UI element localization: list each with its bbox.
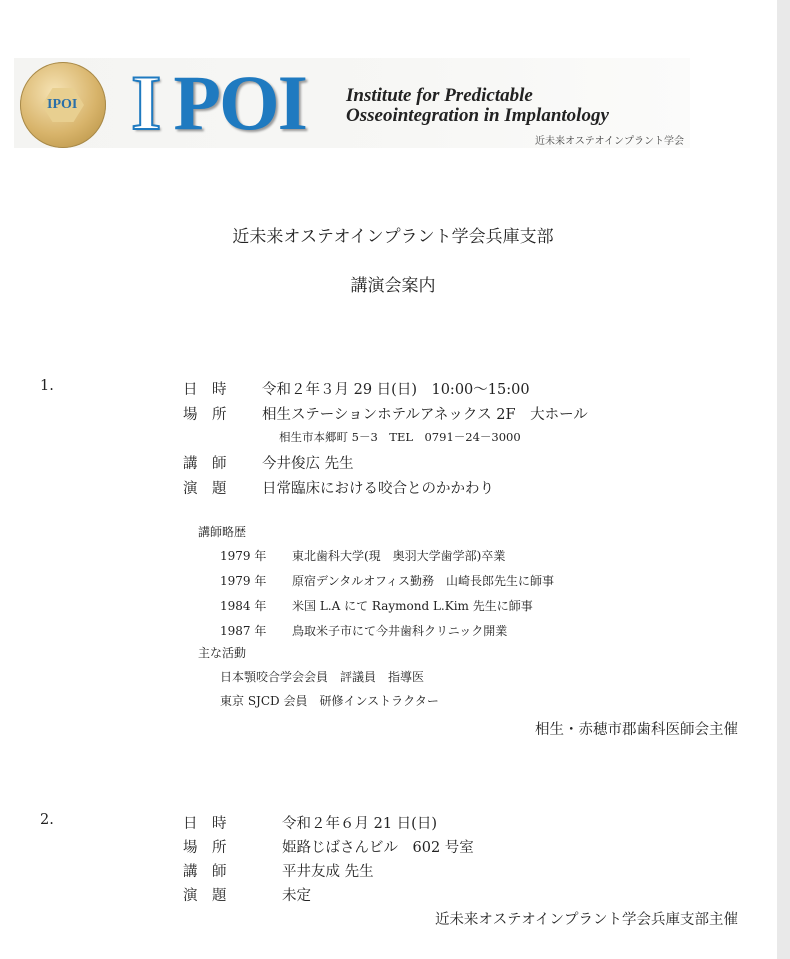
lecturer-label: 講 師 [183,456,227,472]
seal-text: IPOI [47,97,78,112]
scrollbar-track[interactable] [777,0,790,959]
date-value: 令和２年６月 21 日(日) [282,816,437,832]
date-label: 日 時 [183,382,227,398]
bio-year: 1979 年 [220,574,267,588]
lecturer-value: 平井友成 先生 [282,864,374,880]
address: 相生市本郷町 5－3 TEL 0791－24－3000 [279,430,521,444]
page-subtitle: 講演会案内 [350,276,436,296]
bio-heading: 講師略歴 [198,525,247,539]
event-number: 1. [40,378,54,394]
place-value: 相生ステーションホテルアネックス 2F 大ホール [262,407,588,423]
ipoi-seal-logo [20,62,106,148]
topic-label: 演 題 [183,888,227,904]
event-number: 2. [40,812,54,828]
bio-year: 1984 年 [220,599,267,613]
activity-item: 東京 SJCD 会員 研修インストラクター [220,694,439,708]
lecturer-value: 今井俊広 先生 [262,456,354,472]
bio-text: 東北歯科大学(現 奥羽大学歯学部)卒業 [292,549,506,563]
organizer: 相生・赤穂市郡歯科医師会主催 [535,722,738,738]
institute-name-line2: Osseointegration in Implantology [346,105,609,126]
date-label: 日 時 [183,816,227,832]
place-label: 場 所 [183,407,227,423]
lecturer-label: 講 師 [183,864,227,880]
bio-text: 米国 L.A にて Raymond L.Kim 先生に師事 [292,599,533,613]
activity-item: 日本顎咬合学会会員 評議員 指導医 [220,670,425,684]
date-value: 令和２年３月 29 日(日) 10:00～15:00 [262,382,530,398]
topic-value: 未定 [282,888,311,904]
activities-heading: 主な活動 [198,646,247,660]
bio-year: 1979 年 [220,549,267,563]
bio-text: 原宿デンタルオフィス勤務 山崎長郎先生に師事 [292,574,554,588]
page-title: 近未来オステオインプラント学会兵庫支部 [232,227,554,247]
bio-text: 鳥取米子市にて今井歯科クリニック開業 [292,624,508,638]
institute-jp-name: 近未来オステオインプラント学会 [535,136,684,147]
ipoi-wordmark: I POI [131,59,307,146]
place-label: 場 所 [183,840,227,856]
organizer: 近未来オステオインプラント学会兵庫支部主催 [434,912,738,928]
institute-name-line1: Institute for Predictable [346,85,533,106]
topic-value: 日常臨床における咬合とのかかわり [262,481,494,497]
topic-label: 演 題 [183,481,227,497]
place-value: 姫路じばさんビル 602 号室 [282,840,474,856]
bio-year: 1987 年 [220,624,267,638]
